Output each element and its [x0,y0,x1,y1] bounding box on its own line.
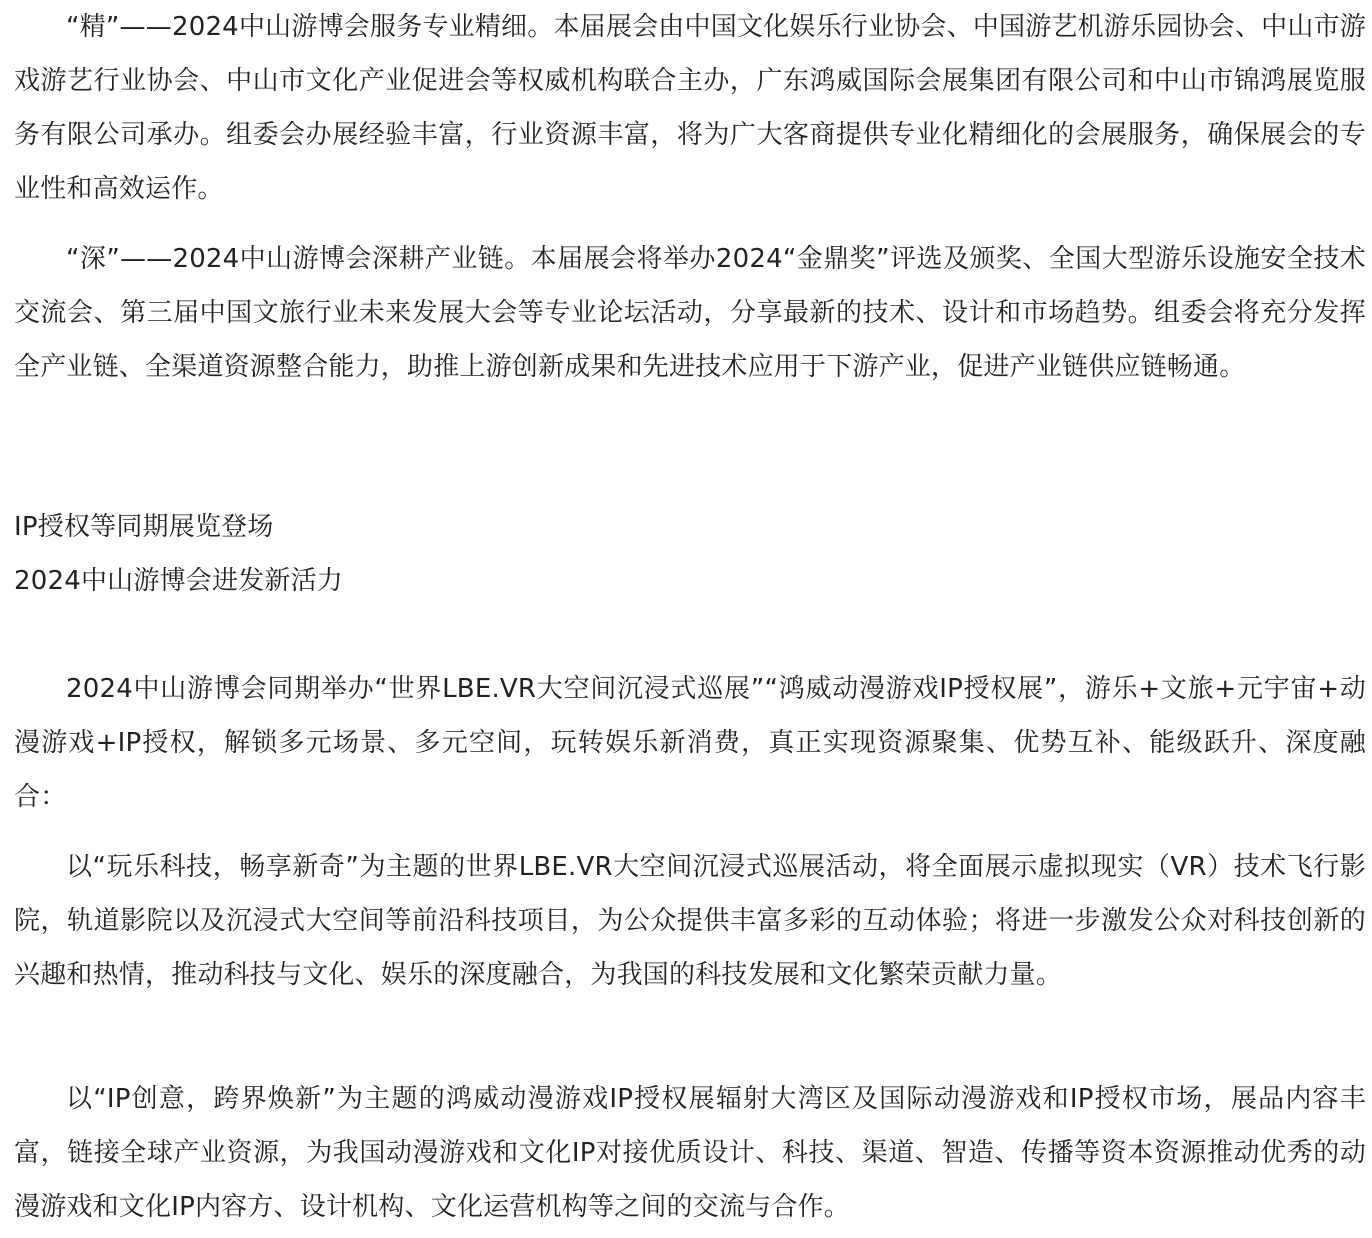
paragraph-concurrent-exhibitions: 2024中山游博会同期举办“世界LBE.VR大空间沉浸式巡展”“鸿威动漫游戏IP授权展”，游乐+文旅+元宇宙+动漫游戏+IP授权，解锁多元场景、多元空间，玩转娱乐新消费，真正实现资源聚集、优势互补、能级跃升、深度融合： [14,674,1366,812]
paragraph-shen-industry-chain: “深”——2024中山游博会深耕产业链。本届展会将举办2024“金鼎奖”评选及颁奖、全国大型游乐设施安全技术交流会、第三届中国文旅行业未来发展大会等专业论坛活动，分享最新的技术、设计和市场趋势。组委会将充分发挥全产业链、全渠道资源整合能力，助推上游创新成果和先进技术应用于下游产业，促进产业链供应链畅通。 [14,244,1366,382]
section-heading-line-2: 2024中山游博会进发新活力 [14,566,343,596]
paragraph-jing-service: “精”——2024中山游博会服务专业精细。本届展会由中国文化娱乐行业协会、中国游艺机游乐园协会、中山市游戏游艺行业协会、中山市文化产业促进会等权威机构联合主办，广东鸿威国际会展集团有限公司和中山市锦鸿展览服务有限公司承办。组委会办展经验丰富，行业资源丰富，将为广大客商提供专业化精细化的会展服务，确保展会的专业性和高效运作。 [14,12,1366,204]
paragraph-lbe-vr-tour: 以“玩乐科技，畅享新奇”为主题的世界LBE.VR大空间沉浸式巡展活动，将全面展示虚拟现实（VR）技术飞行影院，轨道影院以及沉浸式大空间等前沿科技项目，为公众提供丰富多彩的互动体验；将进一步激发公众对科技创新的兴趣和热情，推动科技与文化、娱乐的深度融合，为我国的科技发展和文化繁荣贡献力量。 [14,852,1366,990]
paragraph-ip-licensing-show: 以“IP创意，跨界焕新”为主题的鸿威动漫游戏IP授权展辐射大湾区及国际动漫游戏和IP授权市场，展品内容丰富，链接全球产业资源，为我国动漫游戏和文化IP对接优质设计、科技、渠道、智造、传播等资本资源推动优秀的动漫游戏和文化IP内容方、设计机构、文化运营机构等之间的交流与合作。 [14,1084,1366,1222]
section-heading-line-1: IP授权等同期展览登场 [14,512,274,542]
